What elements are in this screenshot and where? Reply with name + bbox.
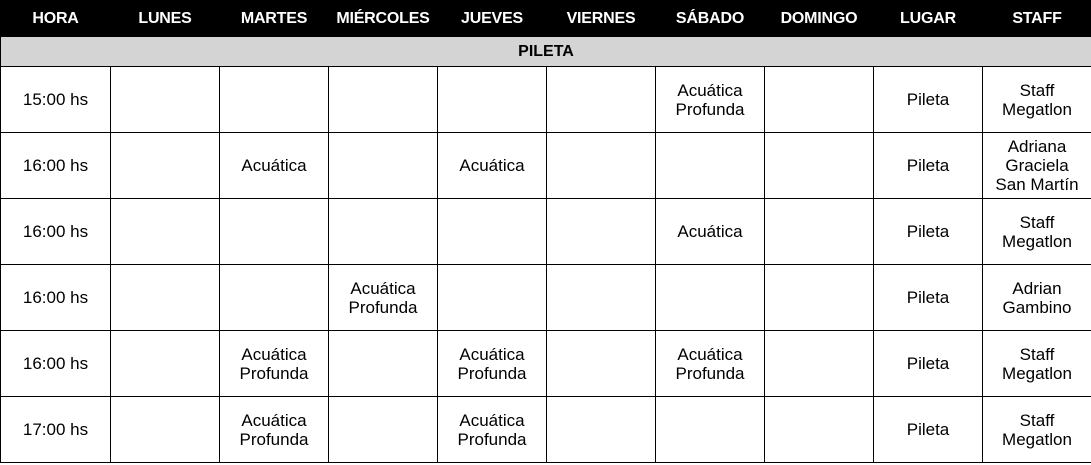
cell-staff: Staff Megatlon	[983, 397, 1091, 463]
header-lugar: LUGAR	[874, 1, 983, 37]
cell-martes	[220, 67, 329, 133]
cell-hora: 16:00 hs	[1, 265, 111, 331]
table-row	[1, 265, 1091, 331]
cell-hora: 15:00 hs	[1, 67, 111, 133]
cell-sabado: Acuática	[656, 199, 765, 265]
cell-domingo	[765, 331, 874, 397]
cell-staff: Adrian Gambino	[983, 265, 1091, 331]
header-lunes: LUNES	[111, 1, 220, 37]
cell-hora: 16:00 hs	[1, 199, 111, 265]
cell-lunes	[111, 331, 220, 397]
cell-miercoles	[329, 199, 438, 265]
header-jueves: JUEVES	[438, 1, 547, 37]
cell-viernes	[547, 265, 656, 331]
schedule-rows	[1, 67, 1091, 463]
cell-domingo	[765, 133, 874, 199]
cell-lugar: Pileta	[874, 133, 983, 199]
table-row	[1, 397, 1091, 463]
table-row	[1, 331, 1091, 397]
cell-miercoles	[329, 67, 438, 133]
cell-jueves: Acuática Profunda	[438, 331, 547, 397]
cell-lunes	[111, 265, 220, 331]
section-title: PILETA	[1, 37, 1091, 67]
cell-sabado	[656, 133, 765, 199]
header-hora: HORA	[1, 1, 111, 37]
header-miercoles: MIÉRCOLES	[329, 1, 438, 37]
cell-lugar: Pileta	[874, 331, 983, 397]
cell-lugar: Pileta	[874, 67, 983, 133]
cell-lunes	[111, 67, 220, 133]
cell-viernes	[547, 331, 656, 397]
cell-sabado: Acuática Profunda	[656, 67, 765, 133]
cell-lugar: Pileta	[874, 397, 983, 463]
cell-staff: Staff Megatlon	[983, 331, 1091, 397]
header-martes: MARTES	[220, 1, 329, 37]
header-sabado: SÁBADO	[656, 1, 765, 37]
cell-jueves	[438, 265, 547, 331]
cell-sabado	[656, 265, 765, 331]
cell-viernes	[547, 67, 656, 133]
cell-domingo	[765, 397, 874, 463]
cell-miercoles: Acuática Profunda	[329, 265, 438, 331]
cell-hora: 16:00 hs	[1, 331, 111, 397]
cell-jueves: Acuática	[438, 133, 547, 199]
cell-lunes	[111, 133, 220, 199]
cell-jueves	[438, 199, 547, 265]
cell-staff: Adriana Graciela San Martín	[983, 133, 1091, 199]
cell-staff: Staff Megatlon	[983, 199, 1091, 265]
cell-domingo	[765, 67, 874, 133]
cell-miercoles	[329, 331, 438, 397]
table-row	[1, 67, 1091, 133]
header-domingo: DOMINGO	[765, 1, 874, 37]
cell-domingo	[765, 199, 874, 265]
cell-sabado: Acuática Profunda	[656, 331, 765, 397]
cell-miercoles	[329, 133, 438, 199]
cell-viernes	[547, 133, 656, 199]
header-viernes: VIERNES	[547, 1, 656, 37]
cell-jueves	[438, 67, 547, 133]
cell-staff: Staff Megatlon	[983, 67, 1091, 133]
cell-lugar: Pileta	[874, 199, 983, 265]
cell-hora: 16:00 hs	[1, 133, 111, 199]
cell-lunes	[111, 199, 220, 265]
cell-martes	[220, 265, 329, 331]
table-row	[1, 133, 1091, 199]
cell-martes	[220, 199, 329, 265]
header-row	[1, 1, 1091, 37]
cell-viernes	[547, 397, 656, 463]
cell-sabado	[656, 397, 765, 463]
cell-hora: 17:00 hs	[1, 397, 111, 463]
cell-jueves: Acuática Profunda	[438, 397, 547, 463]
cell-lunes	[111, 397, 220, 463]
cell-martes: Acuática Profunda	[220, 397, 329, 463]
cell-domingo	[765, 265, 874, 331]
header-staff: STAFF	[983, 1, 1091, 37]
table-row	[1, 199, 1091, 265]
section-row	[1, 37, 1091, 67]
cell-lugar: Pileta	[874, 265, 983, 331]
cell-martes: Acuática Profunda	[220, 331, 329, 397]
cell-miercoles	[329, 397, 438, 463]
cell-viernes	[547, 199, 656, 265]
cell-martes: Acuática	[220, 133, 329, 199]
